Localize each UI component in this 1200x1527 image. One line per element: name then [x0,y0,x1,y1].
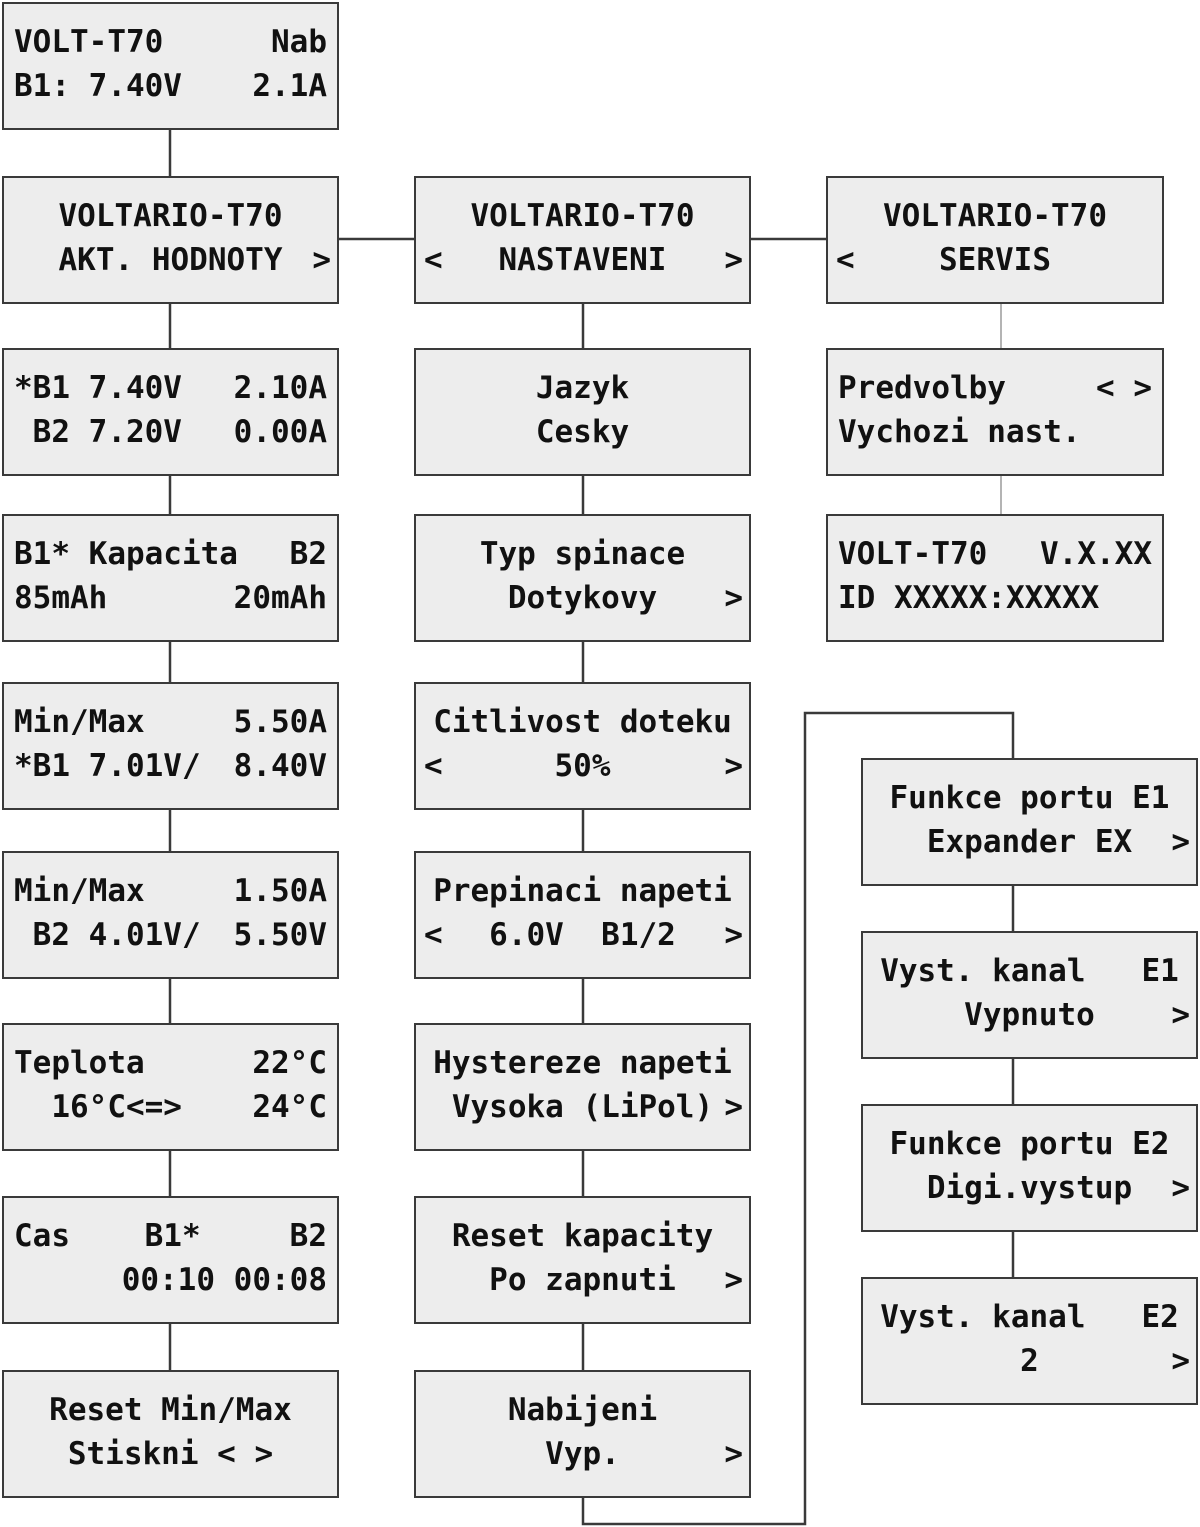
screen-text-right: 1.50A [233,873,327,909]
screen-line-2: Expander EX [926,824,1133,860]
nav-right-arrow: > [1171,1170,1190,1206]
screen-text-right: 2.1A [252,68,327,104]
menu-screen-akt-7 [2,1370,339,1498]
screen-line-1 [14,1043,327,1083]
nav-left-arrow: < [424,242,443,278]
menu-screen-status [2,2,339,130]
screen-line-1 [14,871,327,911]
screen-text-right: 5.50A [233,704,327,740]
screen-text-right: 0.00A [233,414,327,450]
screen-line-1: Funkce portu E1 [889,780,1170,816]
screen-line-2 [838,412,1152,452]
screen-line-2: Stiskni < > [67,1436,274,1472]
screen-text-right: 22°C [252,1045,327,1081]
screen-line-1: Prepinaci napeti [433,873,732,909]
screen-line-2 [14,412,327,452]
menu-screen-main-akt [2,176,339,304]
menu-screen-nas-7 [414,1370,751,1498]
menu-screen-nas-6 [414,1196,751,1324]
screen-line-1: Typ spinace [479,536,686,572]
screen-line-2 [14,746,327,786]
screen-line-2 [14,66,327,106]
menu-screen-akt-5 [2,1023,339,1151]
screen-text-right: 24°C [252,1089,327,1125]
nav-right-arrow: > [724,748,743,784]
nav-right-arrow: > [724,1436,743,1472]
screen-text-right: V.X.XX [1040,536,1152,572]
screen-text-right: 00:10 00:08 [121,1262,327,1298]
screen-line-1: Reset Min/Max [49,1392,292,1428]
screen-text-left: B2 7.20V [14,414,182,450]
screen-line-2: NASTAVENI [498,242,667,278]
menu-screen-akt-6 [2,1196,339,1324]
screen-text-left: 85mAh [14,580,108,616]
screen-text-left: B2 4.01V/ [14,917,201,953]
screen-line-2: Vyp. [545,1436,620,1472]
screen-text-left: VOLT-T70 [838,536,988,572]
screen-line-1 [14,534,327,574]
nav-right-arrow: > [1171,1343,1190,1379]
screen-line-2: Cesky [535,414,630,450]
screen-text-right: 2.10A [233,370,327,406]
nav-right-arrow: > [312,242,331,278]
screen-text-right: 5.50V [233,917,327,953]
screen-line-1 [838,534,1152,574]
screen-line-1: Vyst. kanal E2 [880,1299,1179,1335]
screen-text-left: 16°C<=> [14,1089,182,1125]
menu-screen-nas-1 [414,348,751,476]
screen-line-2: Dotykovy [507,580,658,616]
screen-text-left: B1: 7.40V [14,68,182,104]
screen-text-left: *B1 7.01V/ [14,748,201,784]
screen-text-left: Min/Max [14,704,145,740]
screen-text-left: B1* Kapacita [14,536,238,572]
screen-line-2: SERVIS [939,242,1051,278]
screen-text-right: Nab [271,24,327,60]
screen-line-2: Po zapnuti [489,1262,676,1298]
menu-screen-exp-1 [861,758,1198,886]
screen-line-1: Jazyk [535,370,630,406]
screen-text-right: 8.40V [233,748,327,784]
screen-text-left: Predvolby [838,370,1006,406]
menu-screen-main-servis [826,176,1164,304]
screen-line-2: Vysoka (LiPol) [451,1089,714,1125]
menu-screen-ser-1 [826,348,1164,476]
menu-screen-exp-3 [861,1104,1198,1232]
screen-line-1: Nabijeni [507,1392,658,1428]
screen-line-2: Digi.vystup [926,1170,1133,1206]
nav-right-arrow: > [724,917,743,953]
menu-screen-exp-4 [861,1277,1198,1405]
screen-line-1 [838,368,1152,408]
screen-line-2: Vypnuto [964,997,1095,1033]
screen-line-1 [14,702,327,742]
menu-screen-nas-3 [414,682,751,810]
screen-line-1: VOLTARIO-T70 [470,198,695,234]
screen-text-right: 20mAh [233,580,327,616]
nav-right-arrow: > [724,242,743,278]
screen-line-1: VOLTARIO-T70 [58,198,283,234]
menu-screen-nas-4 [414,851,751,979]
screen-line-2 [14,1087,327,1127]
menu-screen-akt-4 [2,851,339,979]
screen-line-2 [838,578,1152,618]
screen-text-left: Cas B1* [14,1218,201,1254]
screen-line-1: Vyst. kanal E1 [880,953,1179,989]
menu-screen-akt-2 [2,514,339,642]
screen-text-left: Min/Max [14,873,145,909]
screen-line-1 [14,1216,327,1256]
screen-line-2: 2 [1020,1343,1039,1379]
screen-line-2: 6.0V B1/2 [489,917,676,953]
nav-right-arrow: > [724,1089,743,1125]
screen-line-1: VOLTARIO-T70 [883,198,1107,234]
nav-right-arrow: > [724,1262,743,1298]
screen-text-right: < > [1096,370,1152,406]
screen-line-1 [14,22,327,62]
nav-right-arrow: > [1171,997,1190,1033]
menu-screen-nas-5 [414,1023,751,1151]
nav-right-arrow: > [1171,824,1190,860]
nav-right-arrow: > [724,580,743,616]
screen-line-2 [14,578,327,618]
screen-text-left: Vychozi nast. [838,414,1081,450]
menu-screen-nas-2 [414,514,751,642]
screen-line-2 [14,1260,327,1300]
nav-left-arrow: < [424,748,443,784]
screen-line-2 [14,915,327,955]
screen-text-right: B2 [289,1218,327,1254]
screen-line-1: Reset kapacity [451,1218,714,1254]
nav-left-arrow: < [836,242,855,278]
nav-left-arrow: < [424,917,443,953]
screen-text-left: Teplota [14,1045,145,1081]
menu-screen-ser-2 [826,514,1164,642]
screen-text-right: B2 [289,536,327,572]
screen-text-left: *B1 7.40V [14,370,182,406]
screen-text-left: ID XXXXX:XXXXX [838,580,1100,616]
menu-screen-akt-3 [2,682,339,810]
screen-text-left: VOLT-T70 [14,24,164,60]
screen-line-1: Citlivost doteku [433,704,732,740]
menu-screen-main-nastaveni [414,176,751,304]
screen-line-1: Hystereze napeti [433,1045,732,1081]
screen-line-2: 50% [554,748,611,784]
screen-line-1: Funkce portu E2 [889,1126,1170,1162]
menu-screen-akt-1 [2,348,339,476]
screen-line-2: AKT. HODNOTY [58,242,283,278]
menu-screen-exp-2 [861,931,1198,1059]
screen-line-1 [14,368,327,408]
